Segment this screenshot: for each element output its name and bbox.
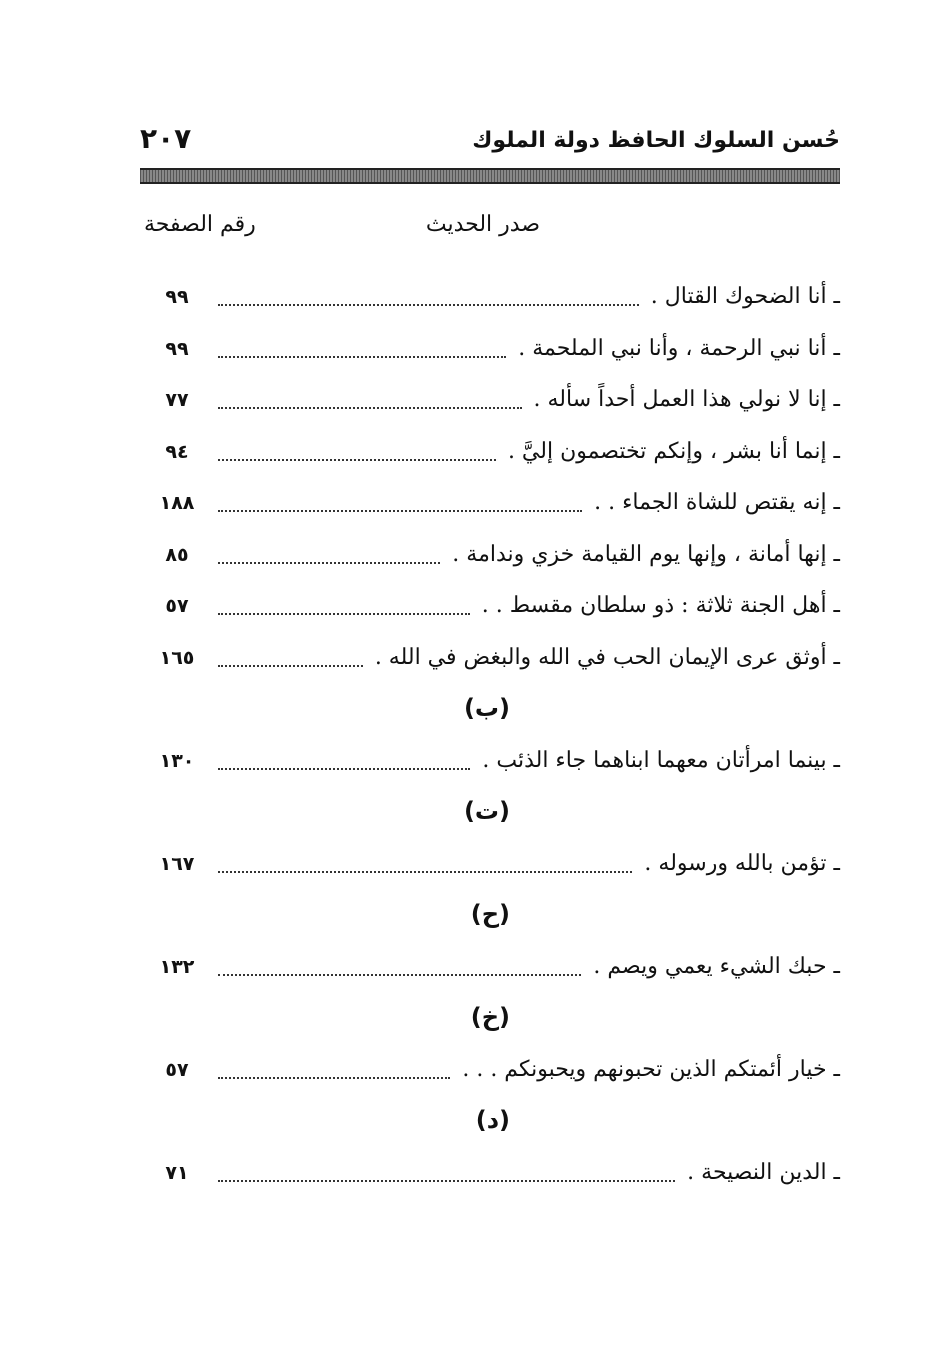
dot-leader [218, 562, 440, 564]
dot-leader [218, 356, 506, 358]
hadith-opening: ـ إنا لا نولي هذا العمل أحداً سأله . [533, 387, 840, 412]
section-letter-label: (ب) [463, 694, 510, 722]
hadith-opening: ـ إنما أنا بشر ، وإنكم تختصمون إليَّ . [507, 438, 840, 464]
index-entry [150, 742, 840, 794]
dot-leader [218, 768, 470, 770]
hadith-opening: ـ بينما امرأتان معهما ابناهما جاء الذئب . [482, 747, 840, 773]
index-entry [150, 845, 840, 897]
page-ref: ٧١ [165, 1161, 189, 1184]
page-ref: ٨٥ [165, 543, 189, 566]
index-entry [150, 278, 840, 330]
page-ref: ٥٧ [165, 595, 189, 617]
section-letter [150, 690, 840, 742]
section-letter-label: (ح) [470, 900, 510, 928]
index-entry [150, 587, 840, 639]
index-entry [150, 433, 840, 485]
header-rule [140, 168, 840, 184]
column-header-page: رقم الصفحة [144, 212, 256, 237]
hadith-opening: ـ إنها أمانة ، وإنها يوم القيامة خزي وندامة . [452, 541, 840, 567]
section-letter [150, 896, 840, 948]
section-letter [150, 1102, 840, 1154]
hadith-opening: ـ أهل الجنة ثلاثة : ذو سلطان مقسط . . [481, 593, 840, 618]
dot-leader [218, 407, 522, 409]
hadith-opening: ـ الدين النصيحة . [687, 1159, 840, 1185]
page-ref: ١٦٥ [159, 646, 195, 669]
index-entry [150, 381, 840, 433]
page-ref: ٩٩ [165, 337, 189, 360]
index-entry [150, 330, 840, 382]
dot-leader [218, 459, 496, 461]
hadith-opening: ـ أوثق عرى الإيمان الحب في الله والبغض في الله . [374, 644, 840, 670]
book-title: حُسن السلوك الحافظ دولة الملوك [472, 128, 840, 153]
hadith-opening: ـ حبك الشيء يعمي ويصم . [593, 953, 840, 979]
page-ref: ١٣٠ [159, 749, 195, 772]
page-ref: ٩٤ [165, 440, 189, 463]
section-letter [150, 793, 840, 845]
hadith-opening: ـ أنا الضحوك القتال . [650, 284, 840, 309]
page-ref: ٩٩ [165, 286, 189, 308]
dot-leader [218, 1180, 675, 1182]
section-letter-label: (ت) [463, 797, 510, 825]
page-ref: ٧٧ [165, 389, 189, 411]
index-entry [150, 1051, 840, 1103]
index-entry [150, 484, 840, 536]
dot-leader [218, 613, 470, 615]
page-ref: ٥٧ [165, 1058, 189, 1081]
column-header-hadith: صدر الحديث [425, 212, 540, 237]
dot-leader [218, 304, 639, 306]
section-letter-label: (خ) [470, 1003, 510, 1031]
dot-leader [218, 871, 632, 873]
page-ref: ١٣٢ [159, 955, 195, 978]
page-number: ٢٠٧ [140, 122, 192, 155]
column-headers [140, 212, 840, 252]
index-entry [150, 948, 840, 1000]
index-list [150, 278, 840, 1205]
index-entry [150, 536, 840, 588]
dot-leader [218, 510, 582, 512]
running-head [140, 118, 840, 166]
hadith-opening: ـ تؤمن بالله ورسوله . [644, 850, 840, 876]
dot-leader [218, 665, 363, 667]
dot-leader [218, 1077, 450, 1079]
page-ref: ١٨٨ [159, 492, 195, 514]
hadith-opening: ـ خيار أئمتكم الذين تحبونهم ويحبونكم . . . [462, 1056, 840, 1082]
hadith-opening: ـ أنا نبي الرحمة ، وأنا نبي الملحمة . [518, 335, 840, 361]
page-ref: ١٦٧ [159, 852, 195, 875]
section-letter-label: (د) [475, 1106, 510, 1134]
index-entry [150, 639, 840, 691]
section-letter [150, 999, 840, 1051]
dot-leader [218, 974, 581, 976]
index-entry [150, 1154, 840, 1206]
hadith-opening: ـ إنه يقتص للشاة الجماء . . [594, 490, 840, 515]
